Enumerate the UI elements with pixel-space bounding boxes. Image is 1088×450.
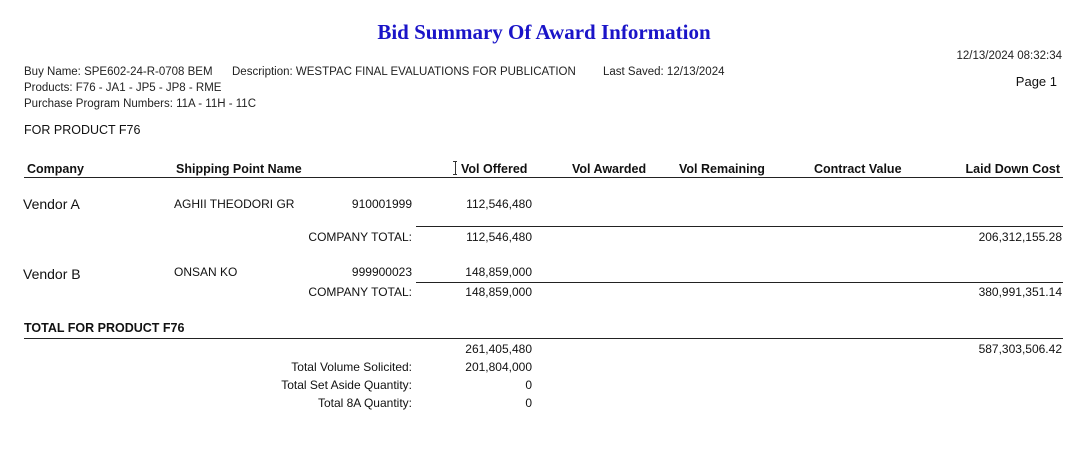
col-vol-awarded: Vol Awarded	[572, 162, 647, 176]
total-volume-solicited-value: 201,804,000	[465, 360, 532, 374]
vendor-point-code: 999900023	[351, 265, 412, 279]
last-saved: Last Saved: 12/13/2024	[603, 66, 725, 78]
vendor-vol-offered: 148,859,000	[465, 265, 532, 279]
company-total-laid-down-cost: 206,312,155.28	[978, 230, 1062, 244]
company-total-rule	[416, 226, 1063, 227]
total-8a-value: 0	[525, 396, 532, 410]
col-shipping-point: Shipping Point Name	[176, 162, 302, 176]
vendor-company: Vendor A	[23, 196, 80, 212]
col-laid-down-cost: Laid Down Cost	[965, 162, 1060, 176]
col-contract-value: Contract Value	[814, 162, 902, 176]
report-title: Bid Summary Of Award Information	[377, 20, 711, 44]
company-total-vol-offered: 148,859,000	[465, 285, 532, 299]
vendor-company: Vendor B	[23, 266, 81, 282]
company-total-vol-offered: 112,546,480	[466, 230, 532, 244]
total-volume-solicited-label: Total Volume Solicited:	[291, 360, 412, 374]
total-set-aside-label: Total Set Aside Quantity:	[281, 378, 412, 392]
vendor-shipping-point: ONSAN KO	[174, 265, 238, 279]
col-vol-remaining: Vol Remaining	[679, 162, 765, 176]
vendor-point-code: 910001999	[351, 197, 412, 211]
col-vol-offered: Vol Offered	[461, 162, 528, 176]
product-total-rule-right	[416, 338, 1063, 339]
products-list: Products: F76 - JA1 - JP5 - JP8 - RME	[24, 82, 222, 94]
purchase-programs: Purchase Program Numbers: 11A - 11H - 11C	[24, 98, 257, 110]
total-set-aside-value: 0	[525, 378, 532, 392]
company-total-rule	[416, 282, 1063, 283]
report-timestamp: 12/13/2024 08:32:34	[956, 50, 1062, 62]
company-total-label: COMPANY TOTAL:	[308, 230, 412, 244]
text-cursor-icon	[453, 161, 457, 175]
product-total-label: TOTAL FOR PRODUCT F76	[24, 321, 185, 335]
company-total-laid-down-cost: 380,991,351.14	[978, 285, 1062, 299]
company-total-label: COMPANY TOTAL:	[308, 285, 412, 299]
header-rule	[24, 177, 1063, 178]
buy-description: Description: WESTPAC FINAL EVALUATIONS FOR PUBLICATION	[232, 66, 576, 78]
total-8a-label: Total 8A Quantity:	[317, 396, 412, 410]
col-company: Company	[27, 162, 84, 176]
vendor-vol-offered: 112,546,480	[466, 197, 532, 211]
product-total-vol-offered: 261,405,480	[465, 342, 532, 356]
page-number: Page 1	[1015, 74, 1057, 89]
product-total-laid-down-cost: 587,303,506.42	[978, 342, 1062, 356]
buy-name: Buy Name: SPE602-24-R-0708 BEM	[24, 66, 213, 78]
vendor-shipping-point: AGHII THEODORI GR	[174, 197, 295, 211]
product-total-rule-left	[24, 338, 416, 339]
section-label: FOR PRODUCT F76	[24, 123, 141, 137]
